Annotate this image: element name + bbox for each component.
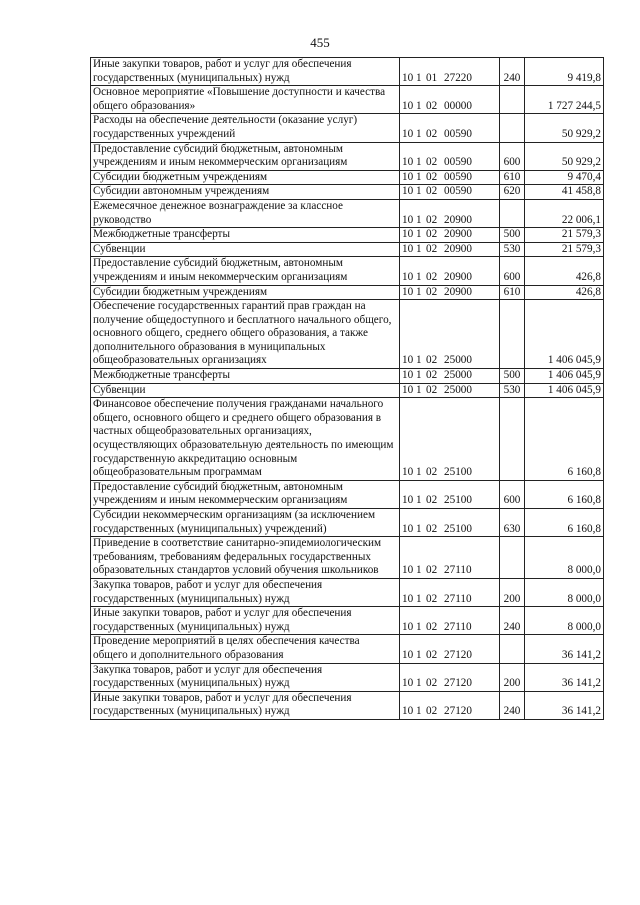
- table-row: [91, 480, 604, 508]
- row-expense-type: 620: [500, 185, 525, 200]
- row-name: Предоставление субсидий бюджетным, автономным учреждениям и иным некоммерческим организациям: [91, 480, 400, 508]
- code-part: 10: [402, 705, 414, 718]
- code-part: 02: [426, 228, 438, 241]
- code-part: 02: [426, 242, 438, 255]
- code-part: 20900: [444, 213, 472, 226]
- code-part: 10: [402, 170, 414, 183]
- row-sum: 1 727 244,5: [525, 86, 604, 114]
- row-name: Межбюджетные трансферты: [91, 228, 400, 243]
- table-row: [91, 142, 604, 170]
- code-part: 00590: [444, 156, 472, 169]
- code-part: 27110: [444, 592, 472, 605]
- code-part: 1: [416, 369, 422, 382]
- row-sum: 1 406 045,9: [525, 383, 604, 398]
- row-name: Субсидии бюджетным учреждениям: [91, 285, 400, 300]
- code-part: 10: [402, 648, 414, 661]
- row-expense-type: 500: [500, 369, 525, 384]
- row-expense-type: 240: [500, 607, 525, 635]
- table-row: [91, 663, 604, 691]
- row-expense-type: [500, 635, 525, 663]
- code-part: 25100: [444, 466, 472, 479]
- table-row: [91, 691, 604, 719]
- row-sum: 6 160,8: [525, 509, 604, 537]
- code-part: 1: [416, 185, 422, 198]
- row-sum: 36 141,2: [525, 663, 604, 691]
- row-sum: 50 929,2: [525, 114, 604, 142]
- budget-table: [90, 57, 604, 720]
- row-name: Финансовое обеспечение получения гражданами начального общего, основного общего и среднего общего образования в частных общеобразовательных организациях, осуществляющих образовательную деятельность по имеющим государственную аккредитацию основным общеобразовательным программам: [91, 398, 400, 481]
- row-expense-type: 500: [500, 228, 525, 243]
- row-name: Ежемесячное денежное вознаграждение за классное руководство: [91, 199, 400, 227]
- code-part: 10: [402, 522, 414, 535]
- code-part: 02: [426, 648, 438, 661]
- row-expense-type: 630: [500, 509, 525, 537]
- table-row: [91, 228, 604, 243]
- row-name: Основное мероприятие «Повышение доступности и качества общего образования»: [91, 86, 400, 114]
- code-part: 10: [402, 494, 414, 507]
- row-sum: 50 929,2: [525, 142, 604, 170]
- code-part: 1: [416, 285, 422, 298]
- row-sum: 6 160,8: [525, 398, 604, 481]
- row-code: [400, 86, 500, 114]
- code-part: 10: [402, 185, 414, 198]
- page-number: 455: [310, 35, 330, 50]
- code-part: 1: [416, 564, 422, 577]
- row-code: [400, 228, 500, 243]
- row-expense-type: 200: [500, 663, 525, 691]
- row-expense-type: [500, 86, 525, 114]
- row-name: Приведение в соответствие санитарно-эпидемиологическим требованиям, требованиям федеральных государственных образовательных стандартов условий обучения школьников: [91, 537, 400, 579]
- code-part: 02: [426, 170, 438, 183]
- code-part: 00590: [444, 170, 472, 183]
- code-part: 1: [416, 354, 422, 367]
- code-part: 00000: [444, 99, 472, 112]
- row-expense-type: [500, 398, 525, 481]
- code-part: 02: [426, 677, 438, 690]
- code-part: 02: [426, 383, 438, 396]
- code-part: 10: [402, 228, 414, 241]
- row-name: Обеспечение государственных гарантий прав граждан на получение общедоступного и бесплатного начального общего, основного общего, среднего общего образования, а также дополнительного образования в муниципальных общеобразовательных организациях: [91, 300, 400, 369]
- code-part: 1: [416, 592, 422, 605]
- row-sum: 9 470,4: [525, 170, 604, 185]
- code-part: 20900: [444, 270, 472, 283]
- code-part: 27120: [444, 705, 472, 718]
- row-code: [400, 663, 500, 691]
- code-part: 02: [426, 99, 438, 112]
- code-part: 02: [426, 494, 438, 507]
- row-expense-type: 600: [500, 142, 525, 170]
- code-part: 1: [416, 677, 422, 690]
- code-part: 02: [426, 522, 438, 535]
- row-expense-type: 240: [500, 691, 525, 719]
- code-part: 1: [416, 494, 422, 507]
- table-row: [91, 257, 604, 285]
- row-sum: 21 579,3: [525, 242, 604, 257]
- row-name: Иные закупки товаров, работ и услуг для обеспечения государственных (муниципальных) нужд: [91, 691, 400, 719]
- row-sum: 8 000,0: [525, 607, 604, 635]
- row-sum: 36 141,2: [525, 691, 604, 719]
- table-row: [91, 369, 604, 384]
- row-sum: 22 006,1: [525, 199, 604, 227]
- code-part: 1: [416, 383, 422, 396]
- code-part: 1: [416, 99, 422, 112]
- row-name: Субсидии автономным учреждениям: [91, 185, 400, 200]
- row-code: [400, 285, 500, 300]
- code-part: 02: [426, 270, 438, 283]
- row-sum: 36 141,2: [525, 635, 604, 663]
- code-part: 1: [416, 270, 422, 283]
- row-code: [400, 578, 500, 606]
- code-part: 02: [426, 127, 438, 140]
- code-part: 02: [426, 564, 438, 577]
- table-row: [91, 607, 604, 635]
- code-part: 1: [416, 170, 422, 183]
- table-row: [91, 398, 604, 481]
- code-part: 10: [402, 564, 414, 577]
- row-expense-type: [500, 199, 525, 227]
- row-expense-type: 200: [500, 578, 525, 606]
- code-part: 10: [402, 354, 414, 367]
- row-expense-type: 600: [500, 480, 525, 508]
- code-part: 20900: [444, 242, 472, 255]
- row-code: [400, 114, 500, 142]
- code-part: 10: [402, 369, 414, 382]
- row-sum: 41 458,8: [525, 185, 604, 200]
- row-name: Расходы на обеспечение деятельности (оказание услуг) государственных учреждений: [91, 114, 400, 142]
- code-part: 1: [416, 127, 422, 140]
- row-sum: 9 419,8: [525, 58, 604, 86]
- row-code: [400, 185, 500, 200]
- row-expense-type: [500, 537, 525, 579]
- table-row: [91, 58, 604, 86]
- code-part: 1: [416, 648, 422, 661]
- row-expense-type: 530: [500, 383, 525, 398]
- code-part: 25100: [444, 494, 472, 507]
- code-part: 10: [402, 677, 414, 690]
- code-part: 1: [416, 522, 422, 535]
- row-expense-type: 600: [500, 257, 525, 285]
- row-sum: 1 406 045,9: [525, 369, 604, 384]
- code-part: 1: [416, 620, 422, 633]
- row-code: [400, 199, 500, 227]
- row-expense-type: 610: [500, 285, 525, 300]
- budget-table-body: [91, 58, 604, 720]
- code-part: 10: [402, 242, 414, 255]
- row-expense-type: 240: [500, 58, 525, 86]
- row-code: [400, 383, 500, 398]
- row-sum: 6 160,8: [525, 480, 604, 508]
- code-part: 27110: [444, 564, 472, 577]
- code-part: 1: [416, 228, 422, 241]
- code-part: 1: [416, 466, 422, 479]
- code-part: 1: [416, 213, 422, 226]
- table-row: [91, 185, 604, 200]
- row-name: Межбюджетные трансферты: [91, 369, 400, 384]
- row-sum: 21 579,3: [525, 228, 604, 243]
- code-part: 02: [426, 466, 438, 479]
- code-part: 20900: [444, 228, 472, 241]
- code-part: 01: [426, 71, 438, 84]
- code-part: 02: [426, 592, 438, 605]
- row-code: [400, 635, 500, 663]
- row-code: [400, 369, 500, 384]
- table-row: [91, 300, 604, 369]
- row-code: [400, 170, 500, 185]
- code-part: 02: [426, 185, 438, 198]
- row-code: [400, 300, 500, 369]
- row-code: [400, 142, 500, 170]
- table-row: [91, 86, 604, 114]
- table-row: [91, 509, 604, 537]
- code-part: 27220: [444, 71, 472, 84]
- code-part: 10: [402, 383, 414, 396]
- code-part: 00590: [444, 127, 472, 140]
- table-row: [91, 383, 604, 398]
- code-part: 1: [416, 156, 422, 169]
- row-sum: 426,8: [525, 257, 604, 285]
- row-name: Иные закупки товаров, работ и услуг для обеспечения государственных (муниципальных) нужд: [91, 607, 400, 635]
- row-expense-type: [500, 300, 525, 369]
- table-row: [91, 578, 604, 606]
- row-sum: 1 406 045,9: [525, 300, 604, 369]
- row-expense-type: [500, 114, 525, 142]
- code-part: 25000: [444, 383, 472, 396]
- row-name: Закупка товаров, работ и услуг для обеспечения государственных (муниципальных) нужд: [91, 663, 400, 691]
- row-code: [400, 257, 500, 285]
- row-name: Проведение мероприятий в целях обеспечения качества общего и дополнительного образования: [91, 635, 400, 663]
- row-name: Субсидии бюджетным учреждениям: [91, 170, 400, 185]
- row-name: Предоставление субсидий бюджетным, автономным учреждениям и иным некоммерческим организациям: [91, 142, 400, 170]
- table-row: [91, 242, 604, 257]
- row-code: [400, 537, 500, 579]
- row-expense-type: 610: [500, 170, 525, 185]
- table-row: [91, 170, 604, 185]
- row-sum: 8 000,0: [525, 537, 604, 579]
- code-part: 25100: [444, 522, 472, 535]
- table-row: [91, 114, 604, 142]
- code-part: 1: [416, 242, 422, 255]
- code-part: 10: [402, 620, 414, 633]
- code-part: 02: [426, 213, 438, 226]
- table-row: [91, 199, 604, 227]
- row-code: [400, 691, 500, 719]
- row-sum: 8 000,0: [525, 578, 604, 606]
- code-part: 10: [402, 592, 414, 605]
- code-part: 27120: [444, 648, 472, 661]
- row-code: [400, 607, 500, 635]
- code-part: 00590: [444, 185, 472, 198]
- code-part: 10: [402, 270, 414, 283]
- row-sum: 426,8: [525, 285, 604, 300]
- code-part: 10: [402, 71, 414, 84]
- row-code: [400, 58, 500, 86]
- code-part: 10: [402, 127, 414, 140]
- code-part: 02: [426, 705, 438, 718]
- table-row: [91, 537, 604, 579]
- code-part: 27120: [444, 677, 472, 690]
- code-part: 02: [426, 369, 438, 382]
- code-part: 10: [402, 466, 414, 479]
- code-part: 10: [402, 156, 414, 169]
- row-code: [400, 480, 500, 508]
- code-part: 10: [402, 99, 414, 112]
- row-name: Субвенции: [91, 383, 400, 398]
- row-name: Субсидии некоммерческим организациям (за исключением государственных (муниципальных) учреждений): [91, 509, 400, 537]
- code-part: 25000: [444, 354, 472, 367]
- code-part: 10: [402, 285, 414, 298]
- table-row: [91, 285, 604, 300]
- code-part: 02: [426, 285, 438, 298]
- row-code: [400, 242, 500, 257]
- code-part: 10: [402, 213, 414, 226]
- code-part: 20900: [444, 285, 472, 298]
- row-code: [400, 509, 500, 537]
- table-row: [91, 635, 604, 663]
- row-name: Предоставление субсидий бюджетным, автономным учреждениям и иным некоммерческим организациям: [91, 257, 400, 285]
- row-name: Закупка товаров, работ и услуг для обеспечения государственных (муниципальных) нужд: [91, 578, 400, 606]
- code-part: 1: [416, 705, 422, 718]
- code-part: 25000: [444, 369, 472, 382]
- row-name: Субвенции: [91, 242, 400, 257]
- row-code: [400, 398, 500, 481]
- code-part: 27110: [444, 620, 472, 633]
- code-part: 1: [416, 71, 422, 84]
- code-part: 02: [426, 620, 438, 633]
- code-part: 02: [426, 156, 438, 169]
- code-part: 02: [426, 354, 438, 367]
- row-expense-type: 530: [500, 242, 525, 257]
- row-name: Иные закупки товаров, работ и услуг для обеспечения государственных (муниципальных) нужд: [91, 58, 400, 86]
